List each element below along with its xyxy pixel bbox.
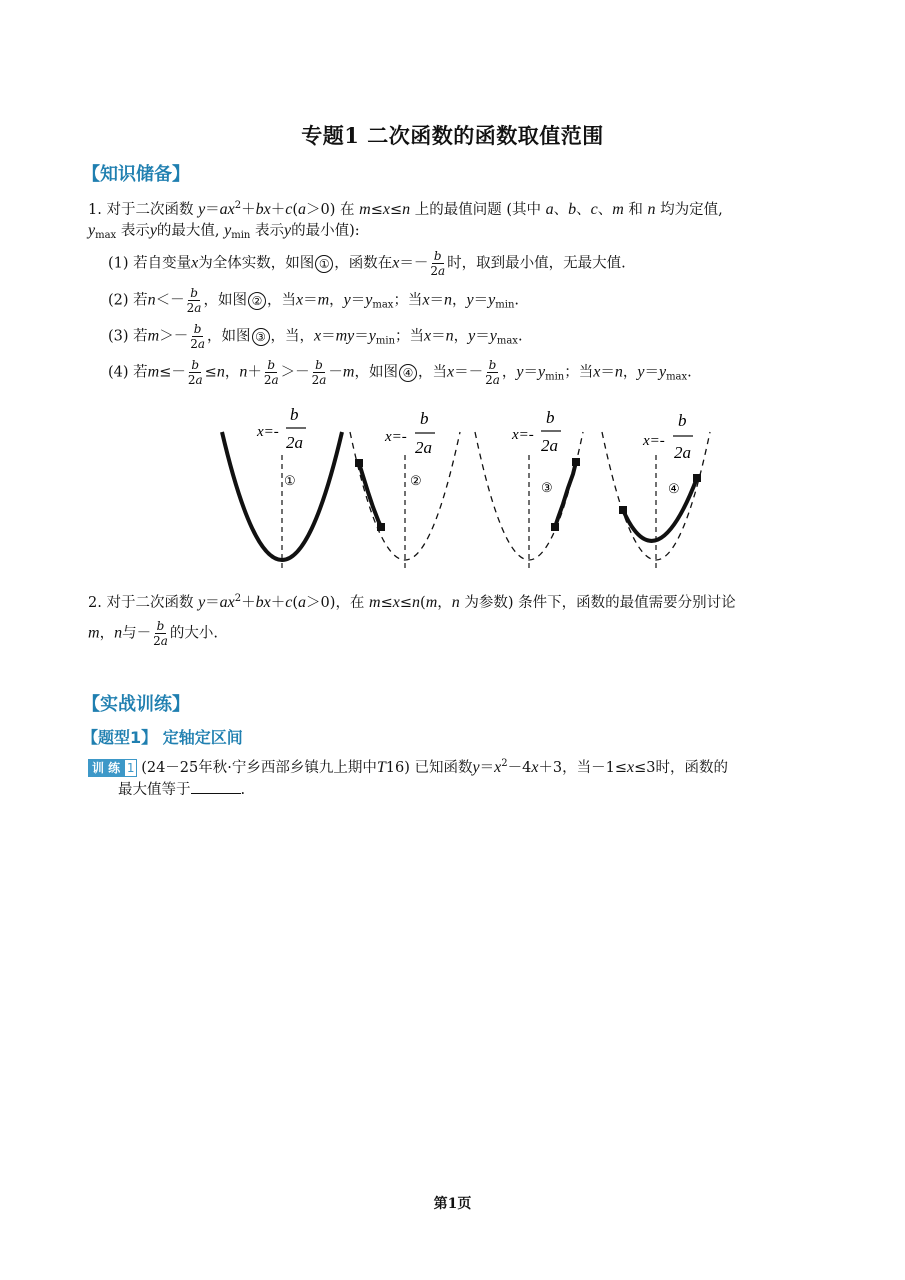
p1-text: 的最小值): [291, 223, 360, 239]
case-4-text: ，当 [417, 364, 447, 381]
fig4-x-label: x=- [643, 433, 665, 449]
section-knowledge: 【知识储备】 [82, 164, 190, 185]
figure-2 [350, 409, 460, 570]
page-title: 专题1 二次函数的函数取值范围 [301, 123, 604, 148]
figure-1 [222, 405, 342, 570]
case-4: (4) 若m≤－ $\frac{b}{2a}$ ≤n，n＋ $\frac{b}{2a}$ ＞－ $\frac{b}{2a}$ －m，如图 ④ ，当x＝－ $\frac{b}{2a}$ ，$y=y_{min}$；当x＝n，$y=y_{max}$. [108, 358, 692, 387]
exercise-text: ，当 [562, 760, 592, 776]
fig2-x-label: x=- [385, 429, 407, 445]
fig3-x-label: x=- [512, 427, 534, 443]
case-2-text: ，当 [266, 292, 296, 309]
exercise-tag: 训 练 [88, 759, 124, 777]
p2-text: 与 [122, 625, 137, 642]
case-2: (2) 若n＜－ $\frac{b}{2a}$ ，如图 ② ，当x＝m，$y=y_{max}$；当x＝n，$y=y_{min}$. [108, 286, 519, 315]
section-type-1: 【题型1】 定轴定区间 [82, 728, 243, 747]
case-2-text: ，如图 [203, 292, 247, 309]
p1-text: 1. 对于二次函数 [88, 202, 194, 218]
exercise-1-line-2 [118, 779, 245, 800]
case-2-text: ；当 [393, 292, 423, 309]
fig4-b-label: b [678, 411, 687, 430]
exercise-text: (24－25年秋·宁乡西部乡镇九上期中 [141, 760, 377, 776]
fig2-den-label: 2a [415, 438, 432, 457]
p1-text: 上的最值问题 (其中 [414, 202, 542, 218]
fig1-number: ① [284, 473, 296, 488]
fig4-den-label: 2a [674, 443, 691, 462]
p2-text: 为参数) 条件下，函数的最值需要分别讨论 [464, 595, 736, 611]
answer-blank[interactable] [191, 779, 241, 794]
case-4-text: (4) 若 [108, 364, 148, 381]
case-4-text: . [687, 364, 692, 381]
case-3-text: . [517, 328, 523, 345]
case-1: (1) 若自变量x为全体实数，如图 ① ，函数在x＝－ $\frac{b}{2a}$ 时，取到最小值，无最大值. [108, 249, 626, 278]
p1-text: 的最大值, [156, 223, 220, 239]
case-4-text: ；当 [564, 364, 594, 381]
exercise-text: 时，函数的 [655, 760, 729, 776]
p2-text: 的大小. [169, 625, 218, 642]
case-2-text: . [514, 292, 519, 309]
case-3-text: ，如图 [207, 328, 251, 345]
exercise-text: 16) 已知函数 [385, 760, 473, 776]
p1-text: 均为定值, [660, 202, 723, 218]
case-1-text: 为全体实数，如图 [198, 255, 315, 272]
parabola-figures [200, 400, 730, 580]
paragraph-2-line-1: 2. 对于二次函数 $y=ax^2+bx+c(a>0)$，在 m≤x≤n(m，n 为参数) 条件下，函数的最值需要分别讨论 [88, 593, 736, 611]
p2-text: ，在 [335, 595, 365, 611]
exercise-1-line-1: 训 练 1 (24－25年秋·宁乡西部乡镇九上期中T16) 已知函数$y=x^2-4x+3$，当－1≤x≤3时，函数的 [88, 754, 728, 778]
case-4-text: ，如图 [354, 364, 398, 381]
fig1-x-label: x=- [257, 424, 279, 440]
circled-3: ③ [252, 328, 270, 346]
fig3-b-label: b [546, 408, 555, 427]
fig3-number: ③ [541, 480, 553, 495]
figure-4 [602, 411, 710, 570]
fig1-b-label: b [290, 405, 299, 424]
paragraph-1-line-1: 1. 对于二次函数 $y=ax^2+bx+c(a>0)$ 在 m≤x≤n 上的最值问题 (其中 a、b、c、m 和 n 均为定值, [88, 200, 723, 218]
circled-2: ② [248, 292, 266, 310]
p2-text: 2. 对于二次函数 [88, 595, 194, 611]
paragraph-2-line-2: m，n与－ $\frac{b}{2a}$ 的大小. [88, 619, 218, 648]
circled-4: ④ [399, 364, 417, 382]
fig2-b-label: b [420, 409, 429, 428]
case-1-text: (1) 若自变量 [108, 255, 192, 272]
p1-text: 在 [340, 202, 355, 218]
page-footer: 第1页 [433, 1196, 472, 1212]
fig4-number: ④ [668, 481, 680, 496]
case-3-text: (3) 若 [108, 328, 148, 345]
case-3: (3) 若m＞－ $\frac{b}{2a}$ ，如图 ③ ，当，$x=my=y_{min}$；当x＝n，$y=y_{max}$. [108, 322, 523, 351]
case-1-text: ，函数在 [334, 255, 393, 272]
case-1-text: 时，取到最小值，无最大值. [447, 255, 626, 272]
fig1-den-label: 2a [286, 433, 303, 452]
fig3-den-label: 2a [541, 436, 558, 455]
circled-1: ① [315, 255, 333, 273]
section-practice: 【实战训练】 [82, 694, 190, 715]
case-3-text: ；当 [395, 328, 425, 345]
p1-text: 表示 [254, 223, 284, 239]
exercise-number: 1 [124, 759, 137, 777]
paragraph-1-line-2: $y_{max}$ 表示y的最大值, $y_{min}$ 表示y的最小值): [88, 222, 360, 241]
case-3-text: ，当， [270, 328, 315, 345]
exercise-text: 最大值等于 [118, 782, 191, 798]
case-2-text: (2) 若 [108, 292, 148, 309]
figure-3 [475, 408, 583, 570]
p1-text: 表示 [120, 223, 150, 239]
exercise-text: . [240, 782, 246, 798]
fig2-number: ② [410, 473, 422, 488]
